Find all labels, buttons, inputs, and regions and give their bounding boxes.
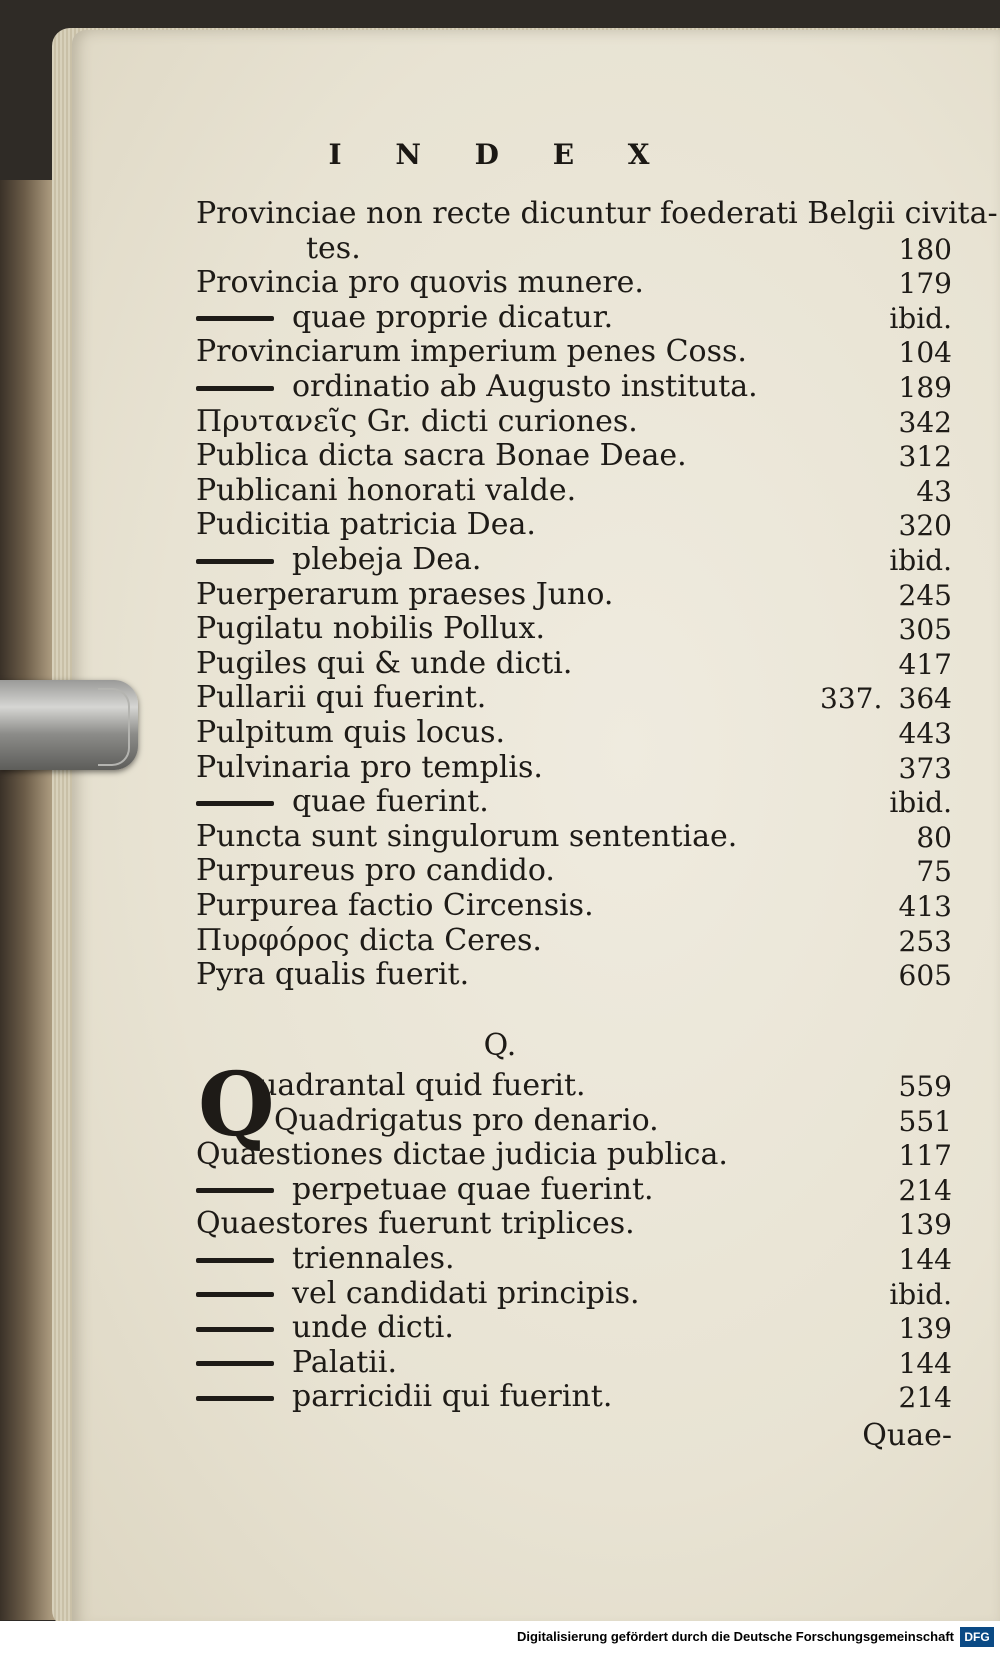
page-reference: 189 bbox=[898, 371, 952, 404]
page-reference: 364 bbox=[898, 682, 952, 716]
catchword: Quae- bbox=[862, 1418, 952, 1453]
entry-text: uadrantal quid fuerit. bbox=[258, 1068, 586, 1103]
index-entry bbox=[258, 1068, 586, 1103]
entry-text: Publica dicta sacra Bonae Deae. bbox=[196, 438, 687, 474]
entry-text: tes. bbox=[306, 230, 361, 266]
footer-credit: Digitalisierung gefördert durch die Deutsche Forschungsgemeinschaft bbox=[516, 1629, 954, 1644]
page-reference: ibid. bbox=[889, 544, 952, 577]
index-entry bbox=[196, 507, 536, 542]
page-reference: 43 bbox=[916, 474, 952, 508]
entry-text: Pulpitum quis locus. bbox=[196, 715, 506, 750]
index-entry bbox=[196, 923, 542, 958]
index-entry bbox=[196, 438, 687, 473]
entry-text: Πρυτανεῖς Gr. dicti curiones. bbox=[196, 403, 638, 439]
page-reference: 413 bbox=[898, 890, 952, 923]
ditto-dash bbox=[196, 801, 274, 806]
index-entry bbox=[196, 473, 576, 508]
page-reference: 104 bbox=[898, 336, 952, 370]
page-reference: ibid. bbox=[889, 786, 952, 820]
index-entry bbox=[306, 231, 361, 266]
index-entry bbox=[196, 196, 998, 231]
ditto-dash bbox=[196, 1396, 274, 1401]
ditto-dash bbox=[196, 386, 274, 391]
section-letter: Q. bbox=[483, 1028, 517, 1063]
page-reference: 214 bbox=[898, 1381, 952, 1415]
entry-text: Pullarii qui fuerint. bbox=[196, 680, 487, 716]
page-reference: 342 bbox=[898, 405, 952, 439]
index-entry bbox=[196, 646, 572, 681]
page-reference: ibid. bbox=[889, 301, 952, 335]
page-reference: 551 bbox=[898, 1104, 952, 1138]
entry-text: unde dicti. bbox=[292, 1310, 454, 1346]
index-entry bbox=[196, 334, 747, 369]
footer-bar bbox=[0, 1621, 1000, 1655]
ditto-dash bbox=[196, 1361, 274, 1366]
index-entry bbox=[196, 1379, 612, 1414]
entry-text: vel candidati principis. bbox=[292, 1275, 640, 1311]
index-entry bbox=[196, 1137, 728, 1172]
initial-letter: Q bbox=[198, 1052, 275, 1156]
entry-text: ordinatio ab Augusto instituta. bbox=[292, 369, 758, 404]
index-entry bbox=[196, 784, 489, 819]
index-entry bbox=[196, 819, 737, 854]
entry-text: Pulvinaria pro templis. bbox=[196, 749, 543, 785]
ditto-dash bbox=[196, 1292, 274, 1297]
entry-text: Purpureus pro candido. bbox=[196, 853, 555, 889]
index-entry bbox=[196, 577, 613, 612]
index-entry bbox=[274, 1103, 659, 1138]
index-entry bbox=[196, 1241, 455, 1276]
index-entry bbox=[196, 715, 505, 750]
page-reference: 144 bbox=[898, 1243, 952, 1276]
entry-text: triennales. bbox=[292, 1241, 455, 1276]
page-reference: 139 bbox=[898, 1312, 952, 1346]
entry-text: Provinciarum imperium penes Coss. bbox=[196, 334, 747, 370]
index-entry bbox=[196, 265, 644, 300]
page-reference: 214 bbox=[898, 1173, 952, 1207]
entry-text: Pyra qualis fuerit. bbox=[196, 957, 470, 993]
ditto-dash bbox=[196, 559, 274, 564]
dfg-logo-icon: DFG bbox=[960, 1627, 994, 1647]
entry-text: Pugiles qui & unde dicti. bbox=[196, 645, 573, 681]
entry-text: Palatii. bbox=[292, 1344, 397, 1380]
index-entry bbox=[196, 957, 469, 992]
index-entry bbox=[196, 888, 594, 923]
entry-text: perpetuae quae fuerint. bbox=[292, 1171, 654, 1207]
entry-text: parricidii qui fuerint. bbox=[292, 1379, 613, 1415]
entry-text: plebeja Dea. bbox=[292, 542, 482, 577]
page-reference: ibid. bbox=[889, 1277, 952, 1311]
page-reference: 253 bbox=[898, 924, 952, 958]
page-reference: 373 bbox=[898, 751, 952, 785]
index-entry bbox=[196, 1172, 654, 1207]
entry-text: Publicani honorati valde. bbox=[196, 472, 577, 508]
page-reference-extra: 337. bbox=[820, 682, 883, 716]
page-reference: 312 bbox=[898, 440, 952, 474]
entry-text: quae fuerint. bbox=[292, 784, 489, 820]
page-reference: 75 bbox=[916, 855, 952, 889]
entry-text: Quaestiones dictae judicia publica. bbox=[196, 1137, 728, 1173]
index-entry bbox=[196, 680, 486, 715]
entry-text: Puerperarum praeses Juno. bbox=[196, 576, 614, 612]
ditto-dash bbox=[196, 1188, 274, 1193]
page-reference: 144 bbox=[898, 1346, 952, 1380]
ditto-dash bbox=[196, 1258, 274, 1263]
page-reference: 117 bbox=[898, 1139, 952, 1173]
index-entry bbox=[196, 611, 545, 646]
index-entry bbox=[196, 1276, 640, 1311]
entry-text: Πυρφόρος dicta Ceres. bbox=[196, 922, 542, 958]
page-reference: 180 bbox=[898, 232, 952, 266]
page-reference: 305 bbox=[898, 613, 952, 647]
entry-text: Pudicitia patricia Dea. bbox=[196, 507, 536, 543]
entry-text: Pugilatu nobilis Pollux. bbox=[196, 611, 545, 647]
page-reference: 80 bbox=[916, 820, 952, 854]
page-reference: 179 bbox=[898, 267, 952, 301]
page-reference: 417 bbox=[898, 647, 952, 681]
index-entry bbox=[196, 750, 543, 785]
entry-text: quae proprie dicatur. bbox=[292, 299, 614, 335]
book-clamp bbox=[0, 680, 138, 770]
page-reference: 443 bbox=[898, 717, 952, 750]
index-entry bbox=[196, 1310, 454, 1345]
ditto-dash bbox=[196, 1327, 274, 1332]
entry-text: Provinciae non recte dicuntur foederati Belgii civita- bbox=[196, 196, 998, 231]
entry-text: Provincia pro quovis munere. bbox=[196, 265, 644, 301]
page-reference: 320 bbox=[898, 509, 952, 543]
index-entry bbox=[196, 542, 481, 577]
index-entry bbox=[196, 1206, 635, 1241]
page-reference: 559 bbox=[898, 1070, 952, 1103]
index-entry bbox=[196, 404, 638, 439]
index-entry bbox=[196, 369, 758, 404]
index-entry bbox=[196, 300, 613, 335]
entry-text: Quaestores fuerunt triplices. bbox=[196, 1206, 635, 1242]
page-reference: 245 bbox=[898, 578, 952, 612]
ditto-dash bbox=[196, 316, 274, 321]
page-reference: 139 bbox=[898, 1208, 952, 1242]
entry-text: Purpurea factio Circensis. bbox=[196, 888, 594, 923]
page-heading: I N D E X bbox=[328, 138, 672, 171]
entry-text: Quadrigatus pro denario. bbox=[274, 1102, 659, 1138]
index-entry bbox=[196, 1345, 397, 1380]
entry-text: Puncta sunt singulorum sententiae. bbox=[196, 818, 738, 854]
index-entry bbox=[196, 853, 555, 888]
clamp-ring bbox=[98, 688, 130, 766]
page-reference: 605 bbox=[898, 959, 952, 993]
